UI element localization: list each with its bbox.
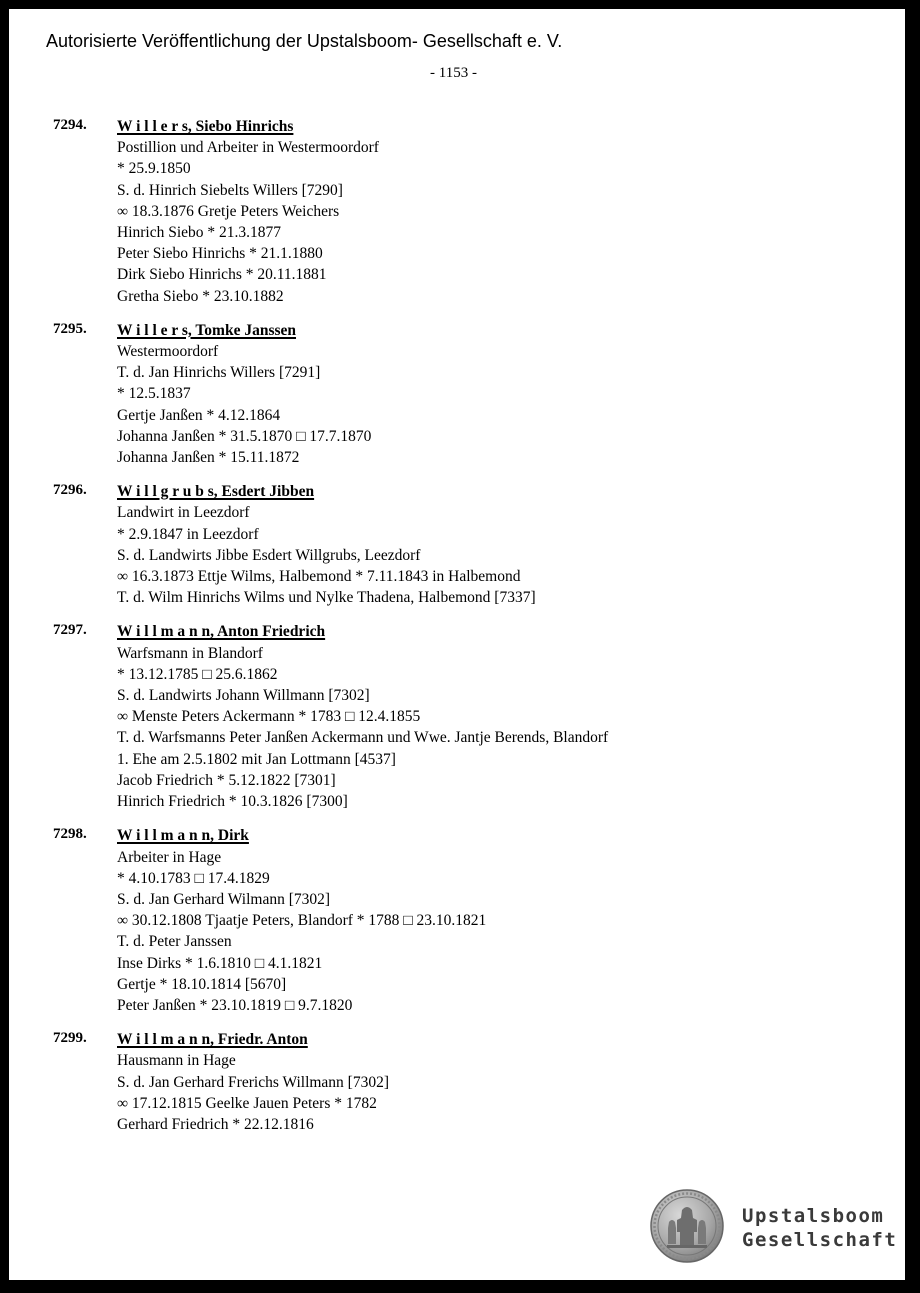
entry-detail-line: Peter Siebo Hinrichs * 21.1.1880 (117, 245, 323, 263)
entry-detail-line: S. d. Jan Gerhard Wilmann [7302] (117, 890, 331, 908)
entry-detail-line: Gertje Janßen * 4.12.1864 (117, 406, 281, 424)
entry-detail-line: Warfsmann in Blandorf (117, 644, 263, 662)
entry-name: W i l l g r u b s, Esdert Jibben (117, 483, 315, 501)
entry (9, 1029, 905, 1135)
entry-detail-line: * 4.10.1783 □ 17.4.1829 (117, 869, 270, 887)
entry-detail-line: Inse Dirks * 1.6.1810 □ 4.1.1821 (117, 954, 323, 972)
entry-body (117, 320, 905, 468)
entry-detail-line: Dirk Siebo Hinrichs * 20.11.1881 (117, 266, 327, 284)
entry-detail-line: Hausmann in Hage (117, 1052, 236, 1070)
entry-detail-line: Gertje * 18.10.1814 [5670] (117, 975, 287, 993)
entry-name-line (117, 825, 905, 846)
entry-detail-line: Arbeiter in Hage (117, 848, 222, 866)
entry-name: W i l l m a n n, Dirk (117, 827, 249, 845)
entry-name-line (117, 481, 905, 502)
entry-number: 7297. (53, 622, 87, 639)
logo-text (742, 1204, 897, 1252)
entry-detail-line: T. d. Warfsmanns Peter Janßen Ackermann und Wwe. Jantje Berends, Blandorf (117, 729, 609, 747)
entry (9, 116, 905, 307)
entry-detail-line: ∞ 30.12.1808 Tjaatje Peters, Blandorf * 1788 □ 23.10.1821 (117, 912, 487, 930)
entry-body (117, 481, 905, 608)
entry-detail-line: T. d. Jan Hinrichs Willers [7291] (117, 364, 321, 382)
entry-detail-line: Landwirt in Leezdorf (117, 504, 250, 522)
entry-detail-line: T. d. Peter Janssen (117, 933, 232, 951)
logo-line-1: Upstalsboom (742, 1205, 885, 1227)
entry-detail-line: * 13.12.1785 □ 25.6.1862 (117, 665, 278, 683)
entry-detail-line: Johanna Janßen * 31.5.1870 □ 17.7.1870 (117, 427, 372, 445)
entry-body (117, 1029, 905, 1135)
entry-body (117, 825, 905, 1016)
entry-number: 7299. (53, 1030, 87, 1047)
entry-detail-line: * 12.5.1837 (117, 385, 191, 403)
entry-detail-line: Hinrich Friedrich * 10.3.1826 [7300] (117, 793, 348, 811)
entry-body (117, 621, 905, 812)
page-number: - 1153 - (430, 65, 477, 81)
entry-number: 7295. (53, 320, 87, 337)
entry-detail-line: ∞ Menste Peters Ackermann * 1783 □ 12.4.1855 (117, 708, 421, 726)
entry-name: W i l l m a n n, Friedr. Anton (117, 1031, 308, 1049)
logo-line-2: Gesellschaft (742, 1229, 898, 1251)
entry (9, 481, 905, 608)
publisher-logo (649, 1188, 898, 1268)
entry-number: 7298. (53, 826, 87, 843)
entry-name: W i l l e r s, Siebo Hinrichs (117, 118, 294, 135)
entry (9, 825, 905, 1016)
entry-detail-line: S. d. Landwirts Jibbe Esdert Willgrubs, Leezdorf (117, 546, 421, 564)
entry-name-line (117, 621, 905, 642)
entry-name: W i l l e r s, Tomke Janssen (117, 321, 297, 339)
seal-icon (649, 1188, 725, 1264)
entry-detail-line: * 25.9.1850 (117, 160, 191, 178)
entry-detail-line: Postillion und Arbeiter in Westermoordorf (117, 139, 379, 157)
entry-detail-line: ∞ 17.12.1815 Geelke Jauen Peters * 1782 (117, 1094, 377, 1112)
entry-detail-line: Gretha Siebo * 23.10.1882 (117, 287, 284, 305)
entry-name-line (117, 320, 905, 341)
entry-detail-line: Gerhard Friedrich * 22.12.1816 (117, 1115, 314, 1133)
entry-detail-line: ∞ 18.3.1876 Gretje Peters Weichers (117, 202, 340, 220)
entry (9, 320, 905, 468)
entry-body (117, 116, 905, 307)
entry-name: W i l l m a n n, Anton Friedrich (117, 623, 326, 641)
entry-name-line (117, 1029, 905, 1050)
entry (9, 621, 905, 812)
entry-detail-line: Westermoordorf (117, 343, 219, 361)
entry-name-line (117, 116, 905, 137)
entry-detail-line: Hinrich Siebo * 21.3.1877 (117, 224, 282, 242)
entry-list (9, 116, 905, 1148)
entry-detail-line: * 2.9.1847 in Leezdorf (117, 525, 259, 543)
entry-detail-line: T. d. Wilm Hinrichs Wilms und Nylke Thadena, Halbemond [7337] (117, 589, 536, 607)
entry-detail-line: S. d. Jan Gerhard Frerichs Willmann [7302] (117, 1073, 390, 1091)
entry-number: 7294. (53, 117, 87, 133)
document-page (9, 9, 905, 1280)
entry-detail-line: Peter Janßen * 23.10.1819 □ 9.7.1820 (117, 996, 353, 1014)
entry-detail-line: S. d. Hinrich Siebelts Willers [7290] (117, 181, 343, 199)
entry-detail-line: ∞ 16.3.1873 Ettje Wilms, Halbemond * 7.11.1843 in Halbemond (117, 568, 521, 586)
entry-detail-line: 1. Ehe am 2.5.1802 mit Jan Lottmann [4537] (117, 750, 396, 768)
header-title: Autorisierte Veröffentlichung der Upstalsboom- Gesellschaft e. V. (46, 31, 563, 51)
entry-detail-line: S. d. Landwirts Johann Willmann [7302] (117, 687, 370, 705)
entry-number: 7296. (53, 482, 87, 499)
entry-detail-line: Jacob Friedrich * 5.12.1822 [7301] (117, 771, 336, 789)
entry-detail-line: Johanna Janßen * 15.11.1872 (117, 449, 300, 467)
